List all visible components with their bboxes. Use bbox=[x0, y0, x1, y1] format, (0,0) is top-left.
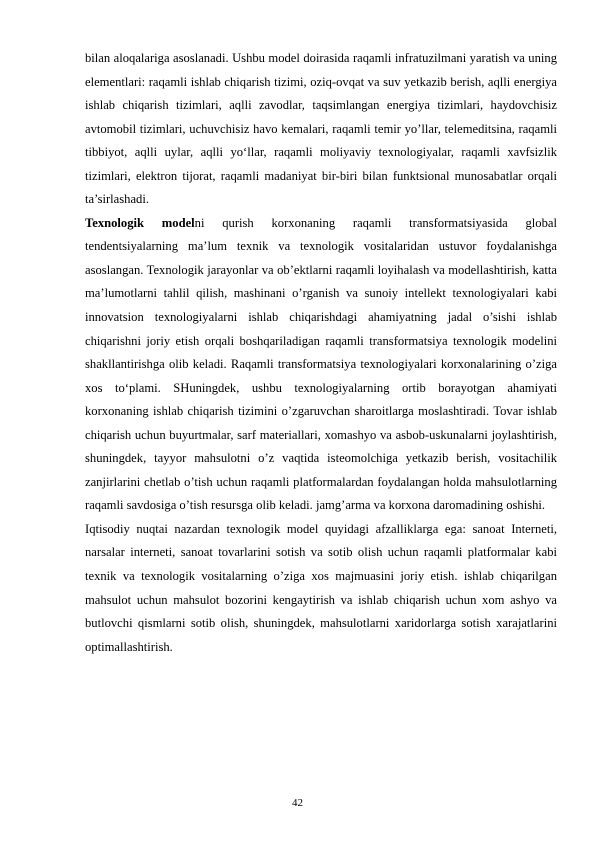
page-number: 42 bbox=[292, 797, 303, 809]
paragraph-2 bbox=[85, 212, 557, 518]
paragraph-1 bbox=[85, 47, 557, 212]
paragraph-1-text: bilan aloqalariga asoslanadi. Ushbu model doirasida raqamli infratuzilmani yaratish va uning elementlari: raqamli ishlab chiqarish tizimi, oziq-ovqat va suv yetkazib berish, aqlli energiya ishlab chiqarish tizimlari, aqlli zavodlar, taqsimlangan energiya tizimlari, haydovchisiz avtomobil tizimlari, uchuvchisiz havo kemalari, raqamli temir yo’llar, telemeditsina, raqamli tibbiyot, aqlli uylar, aqlli yo‘llar, raqamli moliyaviy texnologiyalar, raqamli xavfsizlik tizimlari, elektron tijorat, raqamli madaniyat bir-biri bilan funktsional munosabatlar orqali ta’sirlashadi. bbox=[85, 51, 557, 207]
paragraph-2-bold-term: Texnologik model bbox=[85, 215, 195, 230]
page-body bbox=[85, 47, 557, 659]
paragraph-2-text: ni qurish korxonaning raqamli transformatsiyasida global tendentsiyalarning ma’lum texnik va texnologik vositalaridan ustuvor foydalanishga asoslangan. Texnologik jarayonlar va ob’ektlarni raqamli loyihalash va modellashtirish, katta ma’lumotlarni tahlil qilish, mashinani o’rganish va sunoiy intellekt texnologiyalari kabi innovatsion texnologiyalarni ishlab chiqarishdagi ahamiyatning jadal o’sishi ishlab chiqarishni joriy etish orqali boshqariladigan raqamli transformatsiya texnologik modelini shakllantirishga olib keladi. Raqamli transformatsiya texnologiyalari korxonalarining o’ziga xos to‘plami. SHuningdek, ushbu texnologiyalarning ortib borayotgan ahamiyati korxonaning ishlab chiqarish tizimini o’zgaruvchan sharoitlarga moslashtiradi. Tovar ishlab chiqarish uchun buyurtmalar, sarf materiallari, xomashyo va asbob-uskunalarni joylashtirish, shuningdek, tayyor mahsulotni o’z vaqtida isteomolchiga yetkazib berish, vositachilik zanjirlarini chetlab o’tish uchun raqamli platformalardan foydalangan holda mahsulotlarning raqamli savdosiga o’tish resursga olib keladi. jamg’arma va korxona daromadining oshishi. bbox=[85, 215, 557, 513]
paragraph-3 bbox=[85, 518, 557, 659]
paragraph-3-text: Iqtisodiy nuqtai nazardan texnologik model quyidagi afzalliklarga ega: sanoat Interneti, narsalar interneti, sanoat tovarlarini sotish va sotib olish uchun raqamli platformalar kabi texnik va texnologik vositalarning o’ziga xos majmuasini joriy etish. ishlab chiqarilgan mahsulot uchun mahsulot bozorini kengaytirish va ishlab chiqarish uchun xom ashyo va butlovchi qismlarni sotib olish, shuningdek, mahsulotlarni xaridorlarga sotish xarajatlarini optimallashtirish. bbox=[85, 521, 557, 654]
